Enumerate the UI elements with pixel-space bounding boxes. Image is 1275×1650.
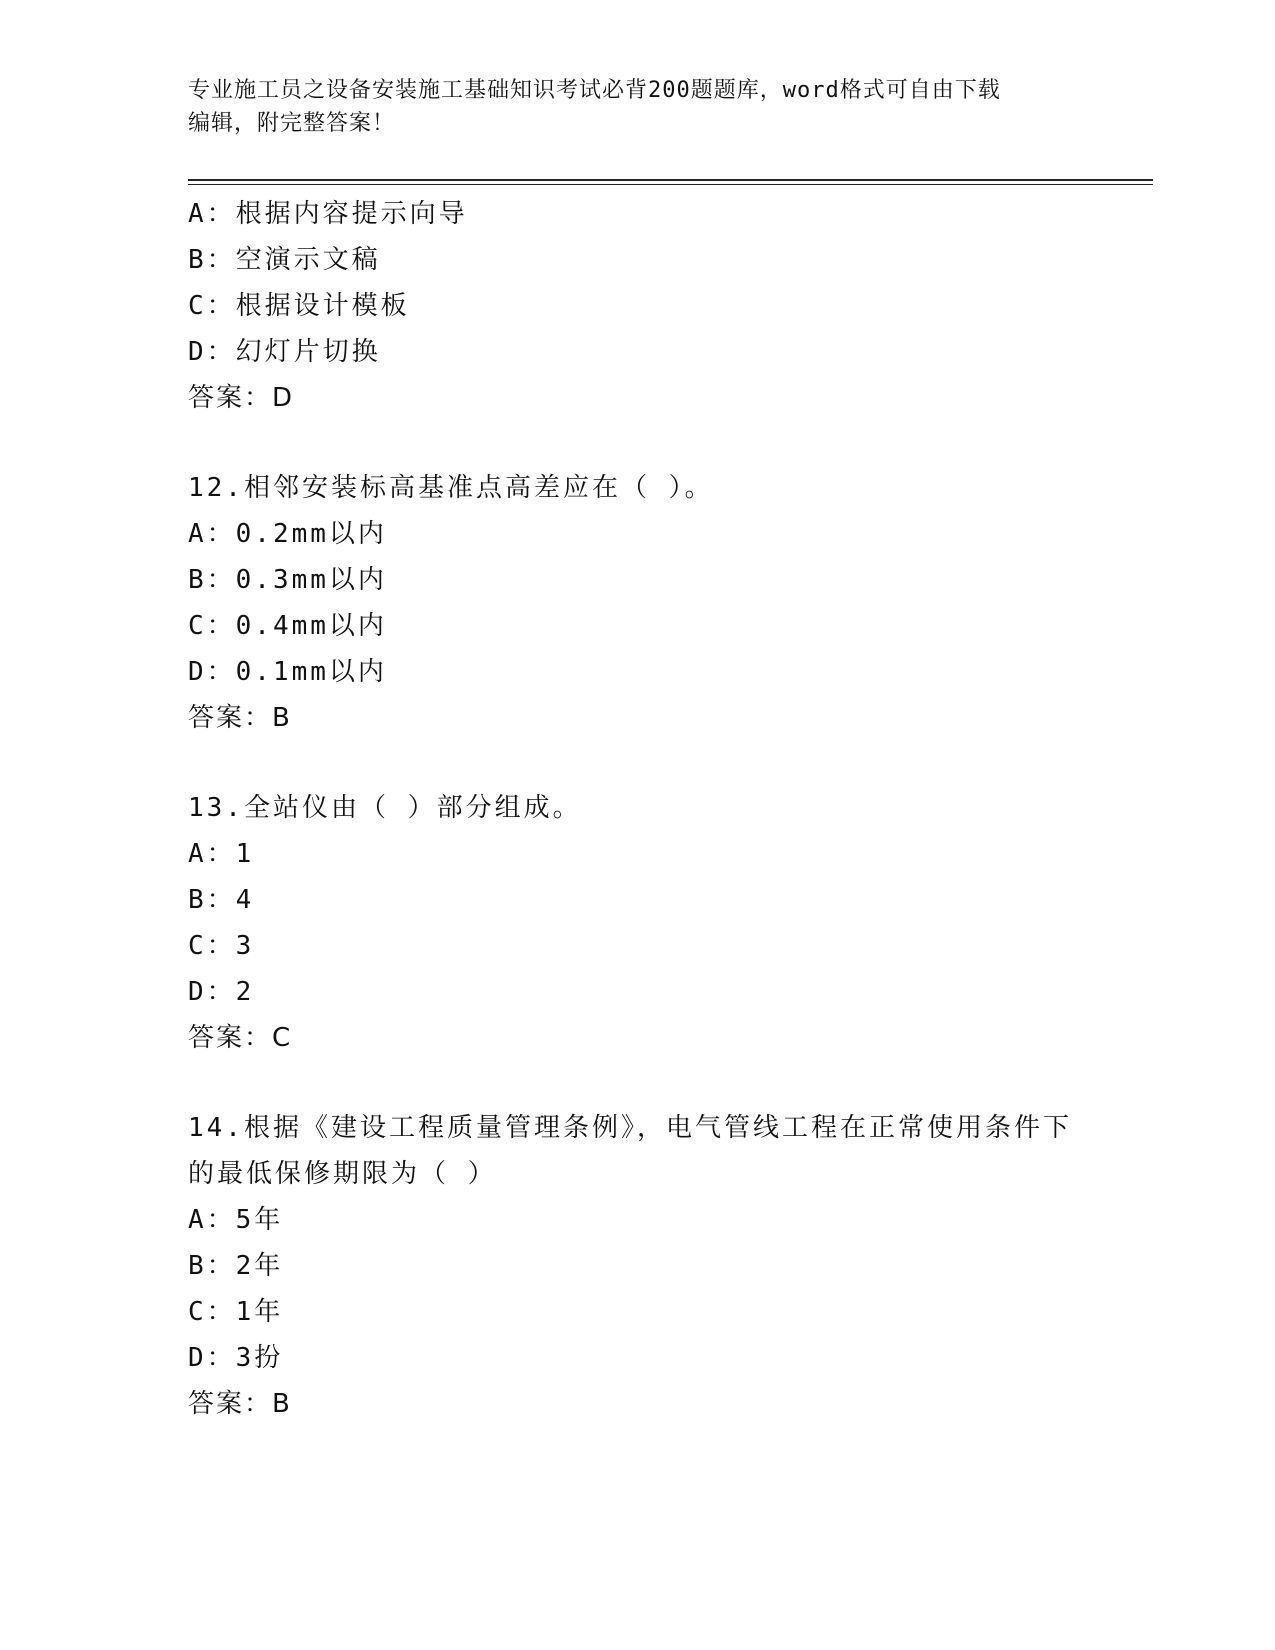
answer-line: 答案：C [188, 1023, 293, 1053]
answer-line: 答案：D [188, 383, 295, 413]
option-a: A：1 [188, 839, 255, 869]
option-b: B：0.3mm以内 [188, 565, 387, 595]
question-11 [188, 191, 1088, 421]
option-d: D：2 [188, 977, 255, 1007]
header-title-line1: 专业施工员之设备安装施工基础知识考试必背200题题库，word格式可自由下载 [188, 78, 1001, 103]
question-12 [188, 465, 1088, 741]
answer-line: 答案：B [188, 1389, 292, 1419]
document-header [188, 74, 1088, 140]
option-d: D：幻灯片切换 [188, 337, 381, 367]
question-stem: 12.相邻安装标高基准点高差应在（ ）。 [188, 473, 714, 503]
header-divider-thin [188, 184, 1153, 185]
question-14 [188, 1105, 1088, 1427]
option-a: A：5年 [188, 1205, 284, 1235]
option-b: B：2年 [188, 1251, 284, 1281]
option-c: C：1年 [188, 1297, 284, 1327]
option-d: D：3扮 [188, 1343, 284, 1373]
option-c: C：根据设计模板 [188, 291, 410, 321]
question-stem-line1: 14.根据《建设工程质量管理条例》，电气管线工程在正常使用条件下 [188, 1113, 1072, 1143]
question-list [188, 191, 1088, 1427]
option-c: C：0.4mm以内 [188, 611, 387, 641]
option-d: D：0.1mm以内 [188, 657, 387, 687]
question-stem-line2: 的最低保修期限为（ ） [188, 1159, 497, 1189]
header-title-line2: 编辑，附完整答案！ [188, 111, 396, 136]
question-stem: 13.全站仪由（ ）部分组成。 [188, 793, 582, 823]
option-a: A：0.2mm以内 [188, 519, 387, 549]
option-b: B：空演示文稿 [188, 245, 381, 275]
option-c: C：3 [188, 931, 255, 961]
option-a: A：根据内容提示向导 [188, 199, 468, 229]
answer-line: 答案：B [188, 703, 292, 733]
option-b: B：4 [188, 885, 255, 915]
question-13 [188, 785, 1088, 1061]
header-divider-thick [188, 179, 1153, 181]
